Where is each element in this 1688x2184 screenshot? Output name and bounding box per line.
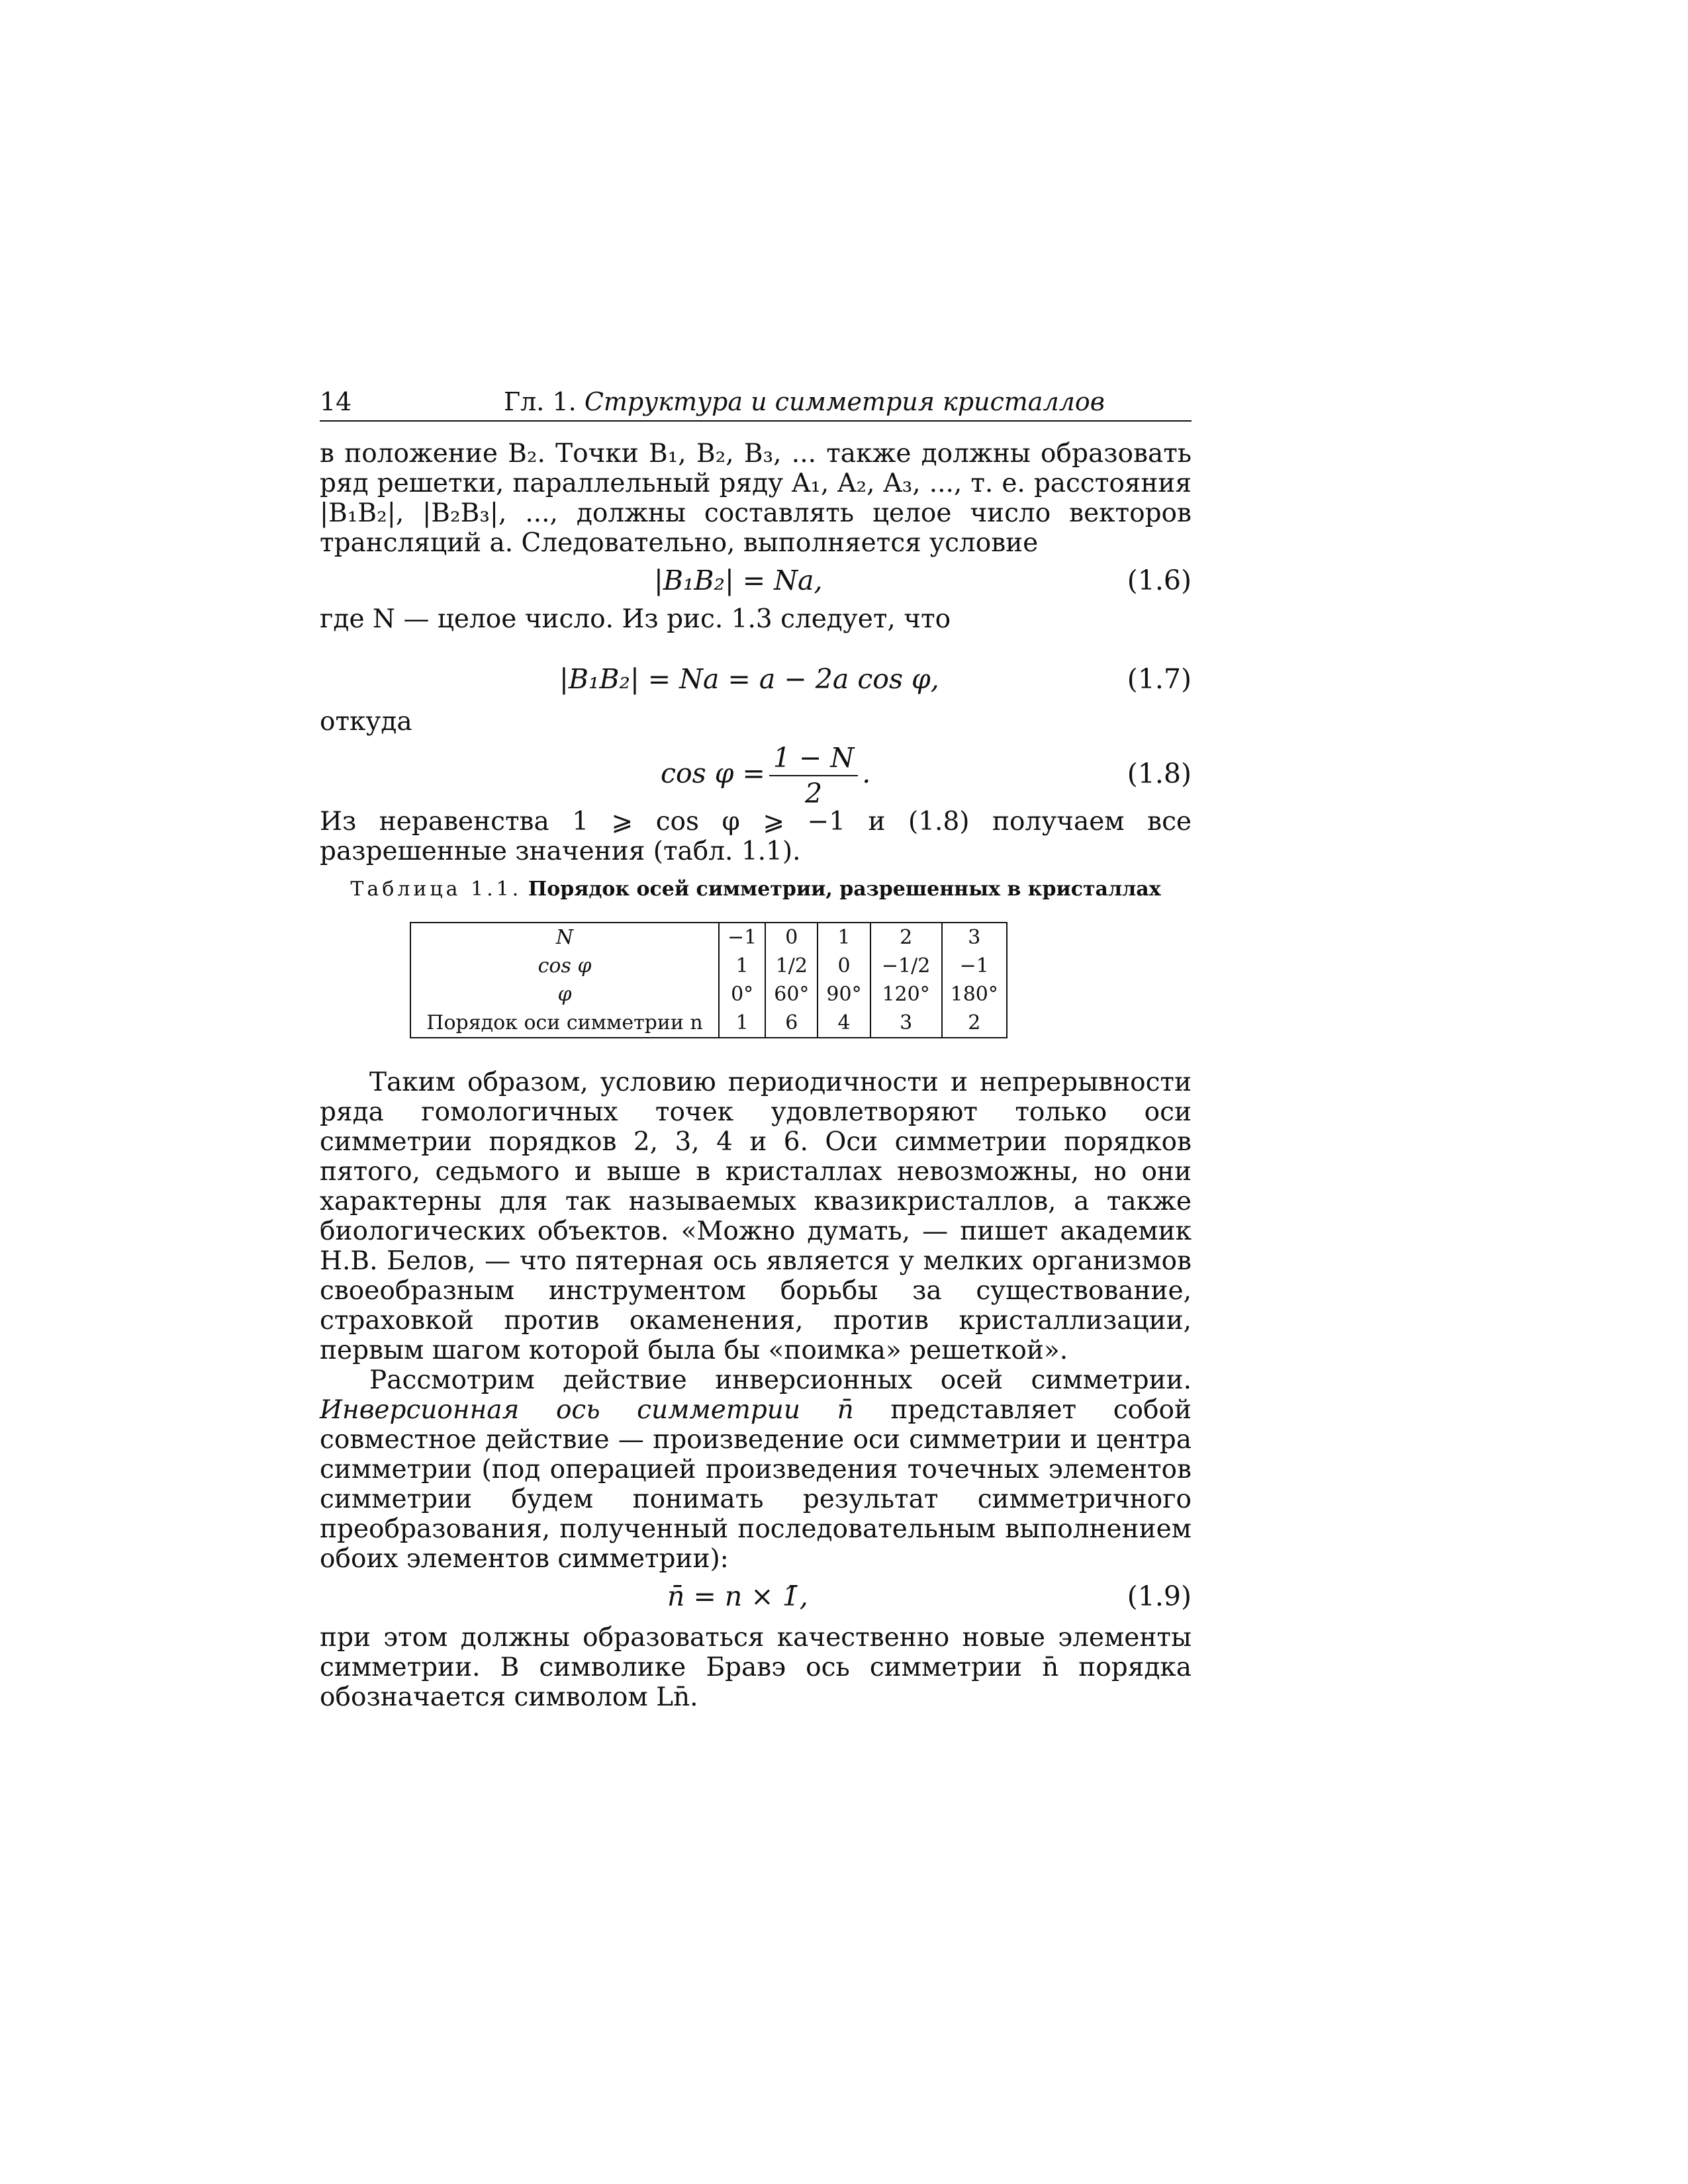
table-cell: 0 [765, 923, 818, 952]
table-cell: 1/2 [765, 952, 818, 980]
table-row [410, 1009, 1007, 1038]
table-caption-label: Таблица 1.1. [350, 878, 522, 901]
chapter-label: Гл. 1. [504, 387, 577, 416]
book-page [320, 387, 1192, 1712]
table-cell: 2 [870, 923, 942, 952]
equation-body: |B₁B₂| = Na = a − 2a cos φ, [559, 663, 939, 695]
table-caption-text: Порядок осей симметрии, разрешенных в кристаллах [528, 878, 1161, 901]
equation-lhs: cos φ = [661, 757, 765, 790]
paragraph-otkuda: откуда [320, 707, 412, 737]
fraction [769, 742, 858, 809]
paragraph-n-definition: где N — целое число. Из рис. 1.3 следует, что [320, 604, 951, 634]
paragraph-5: при этом должны образоваться качественно новые элементы симметрии. В символике Бравэ ось симметрии n̄ порядка обозначается символом Ln̄. [320, 1623, 1192, 1712]
table-cell: 120° [870, 980, 942, 1009]
table-cell: 1 [818, 923, 870, 952]
equation-1-7 [320, 657, 1192, 703]
running-head [320, 387, 1192, 422]
table-caption [320, 878, 1192, 901]
table-cell: −1 [942, 952, 1007, 980]
equation-number: (1.8) [1127, 758, 1192, 790]
table-cell: 6 [765, 1009, 818, 1038]
equation-1-8 [320, 737, 1192, 809]
equation-number: (1.7) [1127, 663, 1192, 695]
paragraph-3: Таким образом, условию периодичности и непрерывности ряда гомологичных точек удовлетворяют только оси симметрии порядков 2, 3, 4 и 6. Оси симметрии порядков пятого, седьмого и выше в кристаллах невозможны, но они характерны для так называемых квазикристаллов, а также биологических объектов. «Можно думать, — пишет академик Н.В. Белов, — что пятерная ось является у мелких организмов своеобразным инструментом борьбы за существование, страховкой против окаменения, против кристаллизации, первым шагом которой была бы «поимка» решеткой». [320, 1068, 1192, 1365]
table-cell: cos φ [538, 954, 592, 978]
paragraph-4-start: Рассмотрим действие инверсионных осей симметрии. [369, 1365, 1192, 1395]
table-row [410, 980, 1007, 1009]
table-cell: 3 [870, 1009, 942, 1038]
table-cell: φ [557, 983, 572, 1006]
table-cell: −1/2 [870, 952, 942, 980]
term-inversion-axis: Инверсионная ось симметрии n̄ [320, 1395, 854, 1425]
fraction-denominator: 2 [804, 778, 823, 809]
equation-1-6 [320, 558, 1192, 604]
equation-1-9 [320, 1574, 1192, 1620]
fraction-numerator: 1 − N [769, 742, 858, 776]
table-cell: N [555, 926, 574, 949]
table-cell: 0 [818, 952, 870, 980]
symmetry-table [410, 922, 1008, 1038]
equation-body: n̄ = n × 1̄, [667, 1580, 808, 1612]
paragraph-4 [320, 1365, 1192, 1574]
table-cell: 2 [942, 1009, 1007, 1038]
equation-tail: . [862, 757, 871, 790]
table-row [410, 952, 1007, 980]
table-cell: 4 [818, 1009, 870, 1038]
page-number: 14 [320, 387, 352, 416]
table-cell: 0° [719, 980, 765, 1009]
equation-number: (1.9) [1127, 1580, 1192, 1612]
paragraph-4-rest: представляет собой совместное действие — произведение оси симметрии и центра симметрии (под операцией произведения точечных элементов симметрии будем понимать результат симметричного преобразования, полученный последовательным выполнением обоих элементов симметрии): [320, 1395, 1192, 1574]
table-cell: 3 [942, 923, 1007, 952]
table-cell: −1 [719, 923, 765, 952]
equation-number: (1.6) [1127, 565, 1192, 596]
table-cell: 90° [818, 980, 870, 1009]
equation-body [661, 742, 870, 809]
table-cell: 180° [942, 980, 1007, 1009]
chapter-title [504, 387, 1105, 416]
table-cell: 1 [719, 1009, 765, 1038]
equation-body: |B₁B₂| = Na, [654, 565, 823, 596]
table-cell: 1 [719, 952, 765, 980]
paragraph-1: в положение B₂. Точки B₁, B₂, B₃, ... также должны образовать ряд решетки, параллельный ряду A₁, A₂, A₃, ..., т. е. расстояния |B₁B₂|, |B₂B₃|, ..., должны составлять целое число векторов трансляций a. Следовательно, выполняется условие [320, 439, 1192, 558]
table-cell: 60° [765, 980, 818, 1009]
paragraph-2: Из неравенства 1 ⩾ cos φ ⩾ −1 и (1.8) получаем все разрешенные значения (табл. 1.1). [320, 807, 1192, 866]
chapter-name: Структура и симметрия кристаллов [584, 387, 1105, 416]
table-cell: Порядок оси симметрии n [426, 1011, 703, 1034]
table-row [410, 923, 1007, 952]
